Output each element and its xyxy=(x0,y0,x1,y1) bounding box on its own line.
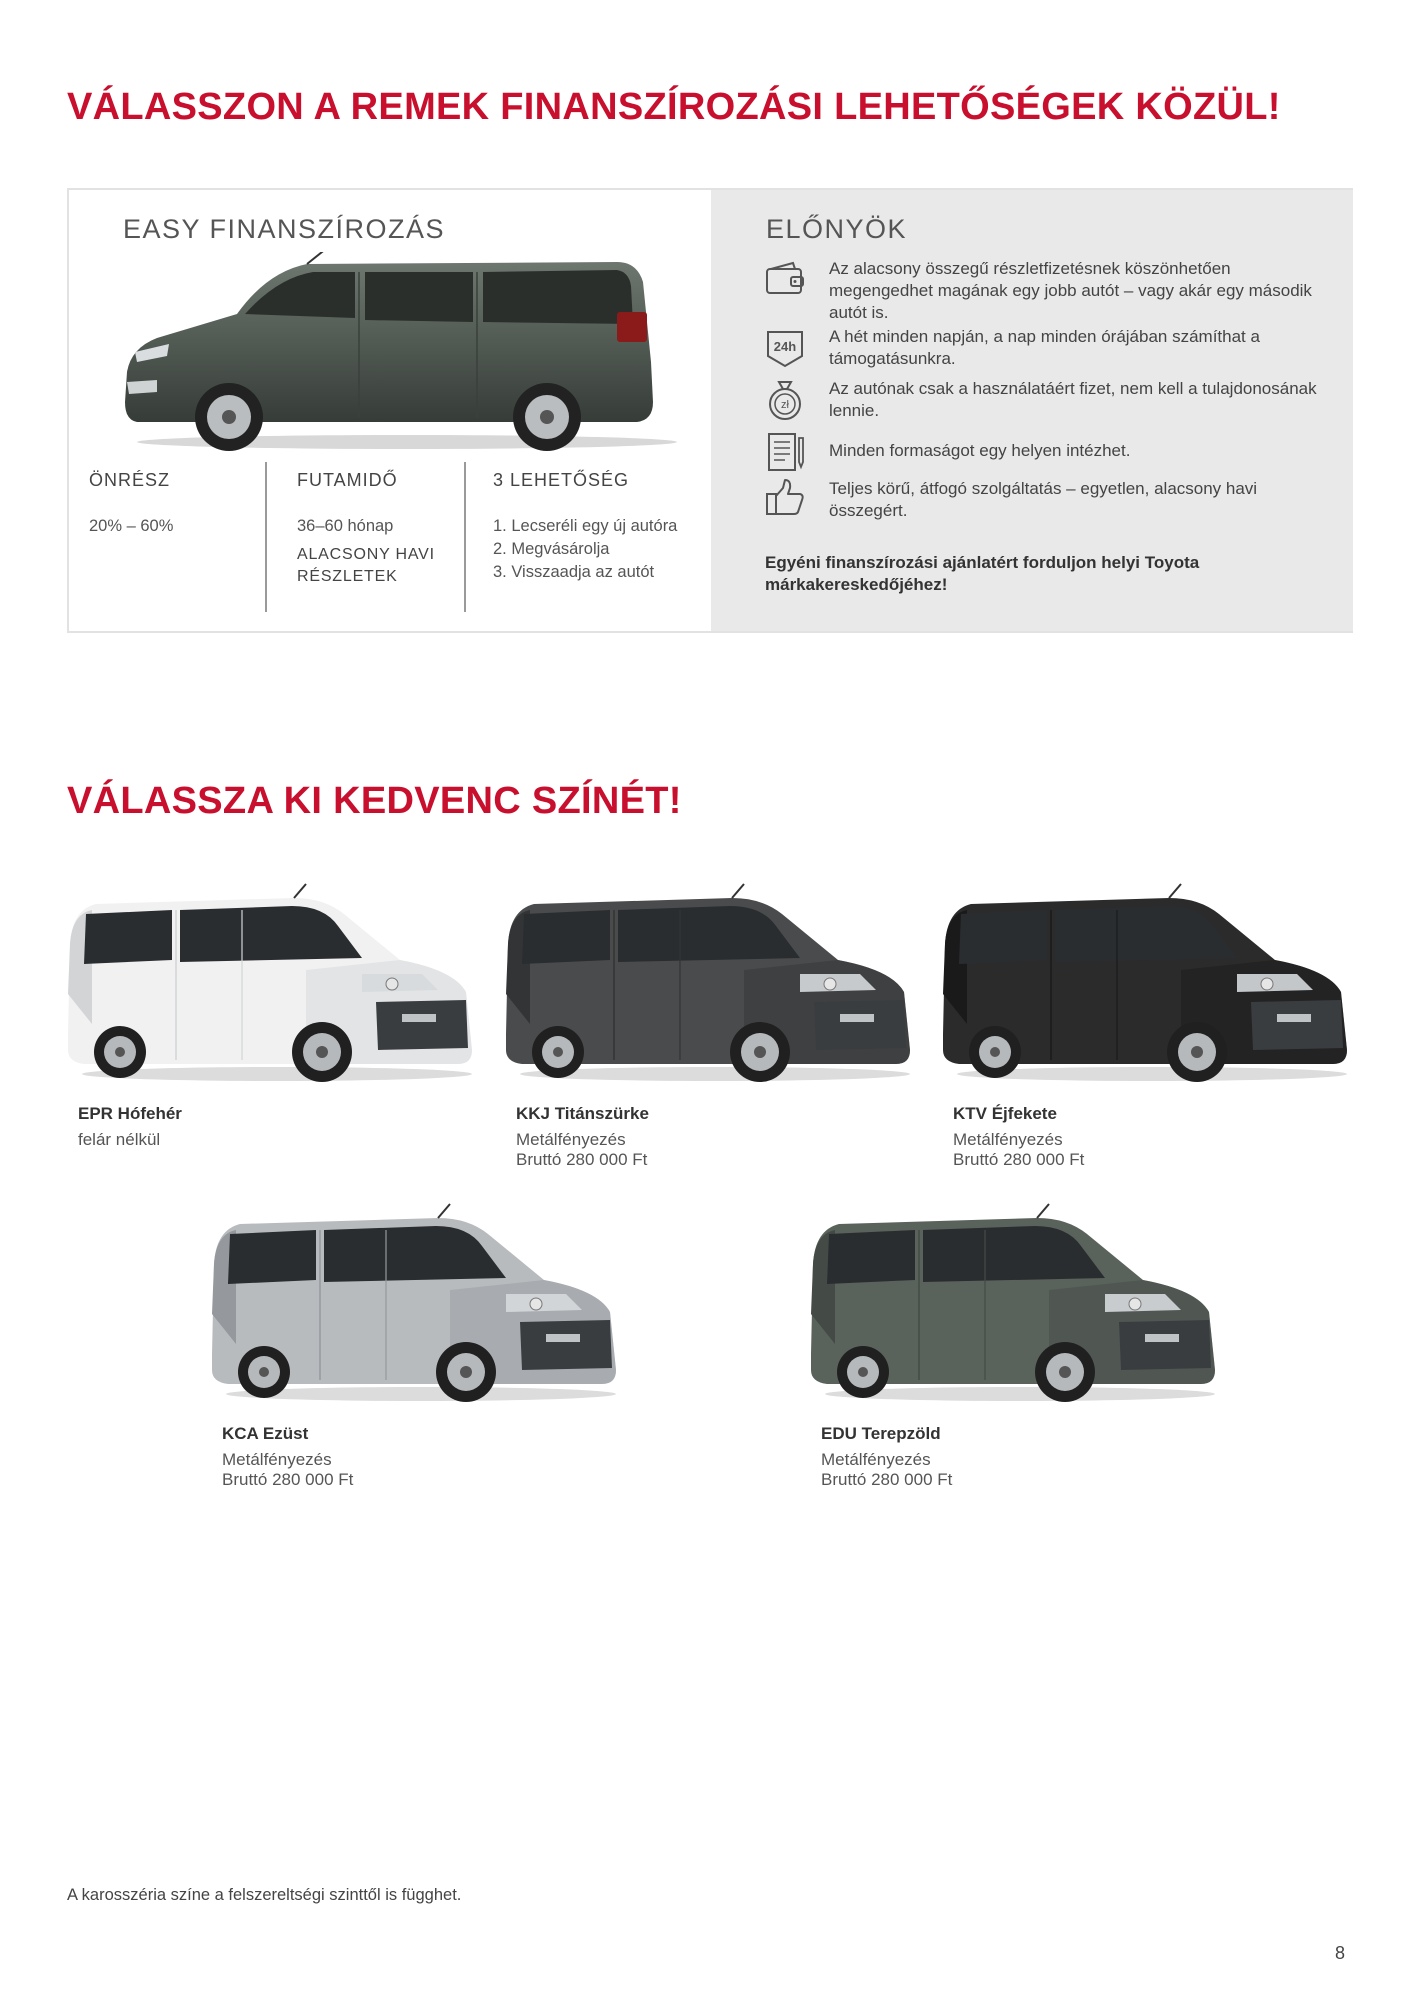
term-label: FUTAMIDŐ xyxy=(297,470,398,490)
option-item: 2. Megvásárolja xyxy=(493,540,610,558)
advantages-section xyxy=(711,190,1353,631)
color-name: KTV Éjfekete xyxy=(953,1104,1057,1123)
low-installments-line-1: ALACSONY HAVI xyxy=(297,546,435,563)
paint-type: Metálfényezés xyxy=(953,1130,1063,1149)
money-bag-icon xyxy=(763,378,807,422)
van-image xyxy=(62,874,482,1084)
van-side-image xyxy=(117,252,677,452)
van-image xyxy=(937,874,1357,1084)
paint-type: Metálfényezés xyxy=(222,1450,332,1469)
column-divider xyxy=(265,462,267,612)
color-name: KKJ Titánszürke xyxy=(516,1104,649,1123)
color-option-terrain-green xyxy=(805,1194,1225,1490)
color-price-note: felár nélkül xyxy=(78,1130,161,1149)
options-label: 3 LEHETŐSÉG xyxy=(493,470,630,490)
color-option-white xyxy=(62,874,482,1150)
color-option-midnight-black xyxy=(937,874,1357,1170)
van-image xyxy=(500,874,920,1084)
footnote: A karosszéria színe a felszereltségi szinttől is függhet. xyxy=(67,1886,462,1904)
van-image xyxy=(805,1194,1225,1404)
advantage-text: Minden formaságot egy helyen intézhet. xyxy=(829,441,1131,460)
finance-heading: VÁLASSZON A REMEK FINANSZÍROZÁSI LEHETŐSÉGEK KÖZÜL! xyxy=(67,86,1281,128)
page-number: 8 xyxy=(1335,1943,1346,1963)
down-payment-value: 20% – 60% xyxy=(89,517,174,535)
low-installments-line-2: RÉSZLETEK xyxy=(297,568,398,585)
term-value: 36–60 hónap xyxy=(297,517,394,535)
easy-finance-title: EASY FINANSZÍROZÁS xyxy=(123,214,446,244)
down-payment-label: ÖNRÉSZ xyxy=(89,470,171,490)
advantage-text: A hét minden napján, a nap minden órájában számíthat a támogatásunkra. xyxy=(829,327,1260,368)
dealer-note: Egyéni finanszírozási ajánlatért forduljon helyi Toyota márkakereskedőjéhez! xyxy=(765,553,1200,594)
options-column xyxy=(493,470,677,584)
color-price: Bruttó 280 000 Ft xyxy=(821,1470,953,1489)
color-name: KCA Ezüst xyxy=(222,1424,309,1443)
color-name: EDU Terepzöld xyxy=(821,1424,941,1443)
color-price: Bruttó 280 000 Ft xyxy=(516,1150,648,1169)
24h-icon xyxy=(763,326,807,370)
color-price: Bruttó 280 000 Ft xyxy=(953,1150,1085,1169)
paint-type: Metálfényezés xyxy=(821,1450,931,1469)
van-image xyxy=(206,1194,626,1404)
term-column xyxy=(297,470,435,588)
color-option-titanium-grey xyxy=(500,874,920,1170)
easy-finance-section xyxy=(69,190,711,631)
color-name: EPR Hófehér xyxy=(78,1104,182,1123)
option-item: 1. Lecseréli egy új autóra xyxy=(493,517,678,535)
paint-type: Metálfényezés xyxy=(516,1130,626,1149)
advantage-text: Az autónak csak a használatáért fizet, nem kell a tulajdonosának lennie. xyxy=(829,379,1317,420)
advantages-title: ELŐNYÖK xyxy=(766,214,908,244)
color-price: Bruttó 280 000 Ft xyxy=(222,1470,354,1489)
advantage-text: Az alacsony összegű részletfizetésnek köszönhetően megengedhet magának egy jobb autót – vagy akár egy második autót is. xyxy=(829,259,1312,322)
color-option-silver xyxy=(206,1194,626,1490)
advantage-text: Teljes körű, átfogó szolgáltatás – egyetlen, alacsony havi összegért. xyxy=(829,479,1258,520)
money-bag-icon-label: zł xyxy=(781,399,789,411)
option-item: 3. Visszaadja az autót xyxy=(493,563,655,581)
column-divider xyxy=(464,462,466,612)
document-pen-icon xyxy=(763,430,807,474)
finance-panel xyxy=(67,188,1353,633)
24h-icon-label: 24h xyxy=(773,339,797,354)
down-payment-column xyxy=(89,470,173,538)
wallet-icon xyxy=(763,258,807,302)
thumbs-up-icon xyxy=(763,476,807,520)
colors-heading: VÁLASSZA KI KEDVENC SZÍNÉT! xyxy=(67,780,682,822)
